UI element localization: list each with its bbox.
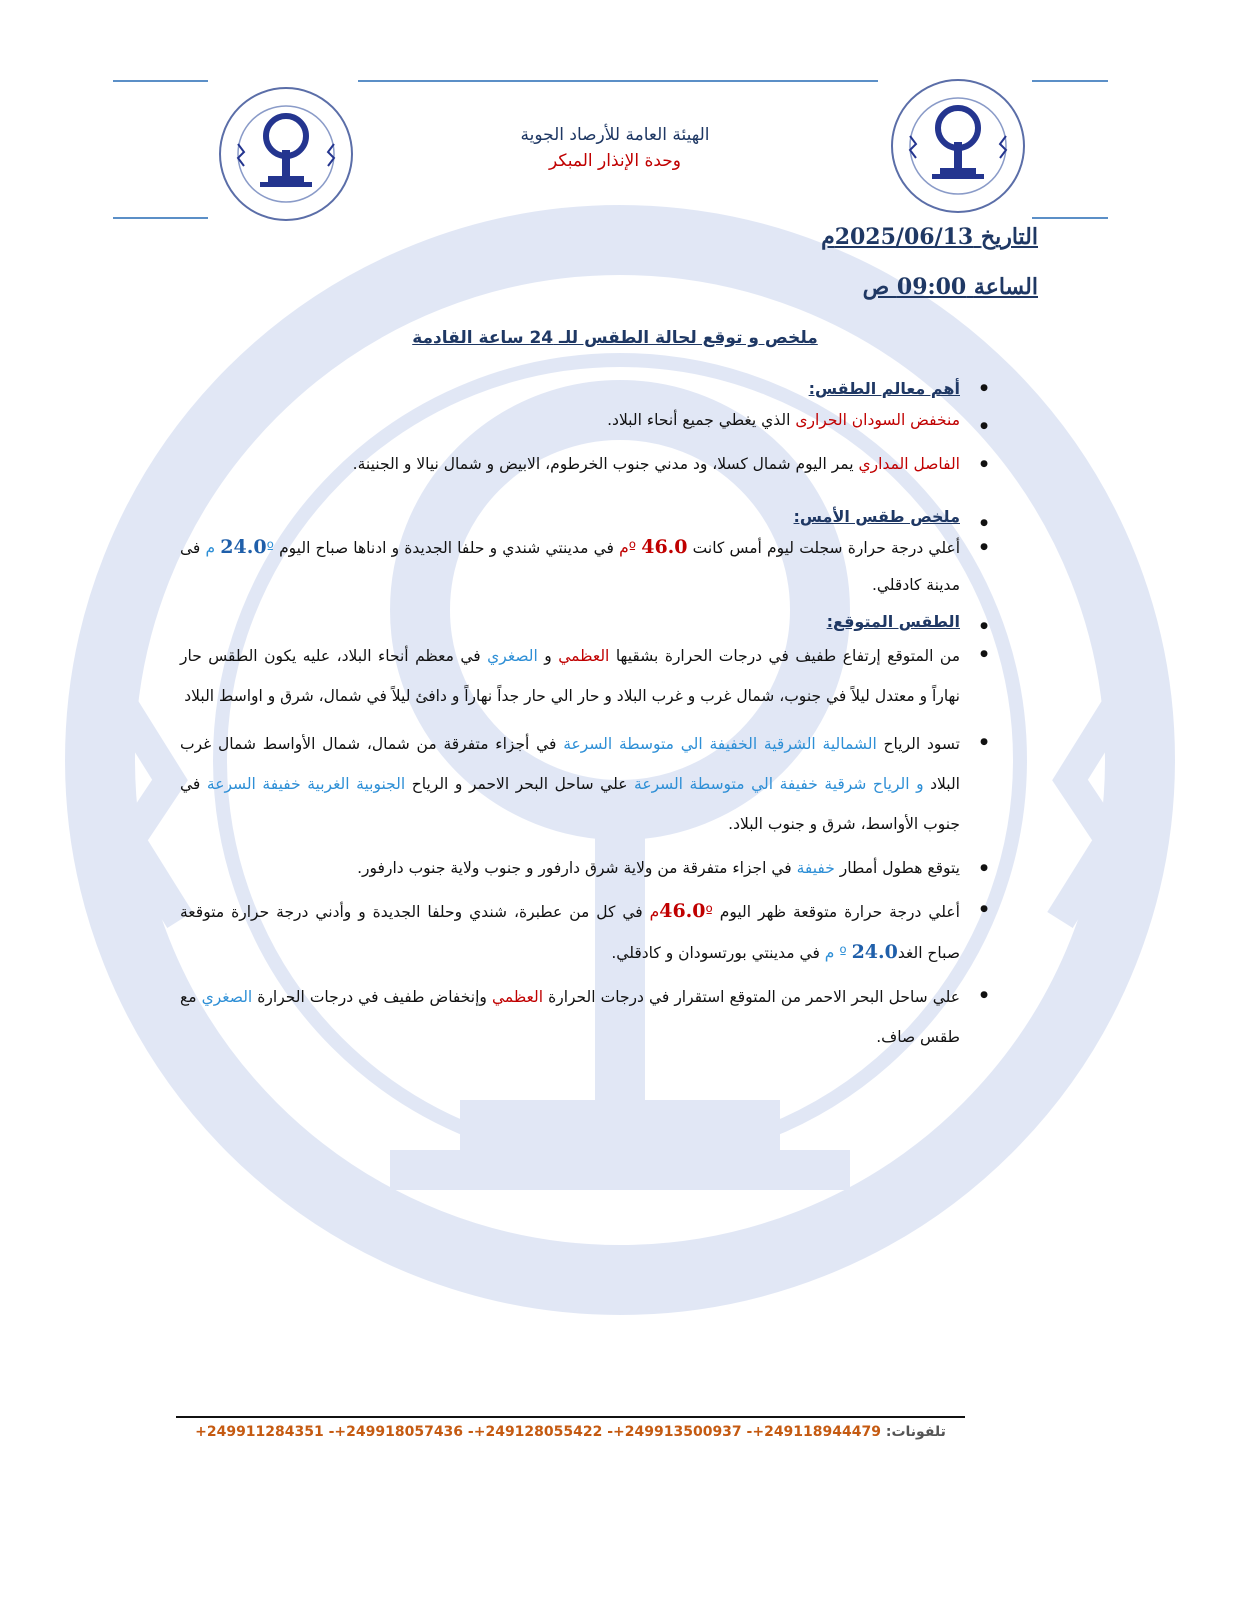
report-date: [821, 224, 1038, 250]
section-heading-weather-features: أهم معالم الطقس: ●: [180, 370, 960, 408]
report-time: [863, 274, 1038, 300]
list-item: أعلي درجة حرارة متوقعة ظهر اليوم 46.0ºم في كل من عطبرة، شندي وحلفا الجديدة و وأدني درجة حرارة متوقعة صباح الغد24.0 º م في مدينتي بورتسودان و كادقلي. ●: [180, 891, 960, 973]
header-line-left-bottom: [113, 217, 208, 219]
list-item: علي ساحل البحر الاحمر من المتوقع استقرار في درجات الحرارة العظمي وإنخفاض طفيف في درجات الحرارة الصغري مع طقس صاف. ●: [180, 977, 960, 1057]
time-label: الساعة: [973, 274, 1038, 300]
forecast-max-temp: 46.0: [659, 900, 706, 922]
header-line-right-bottom: [1032, 217, 1108, 219]
authority-logo-right: [888, 76, 1028, 216]
report-title: ملخص و توقع لحالة الطقس للـ 24 ساعة القادمة: [412, 328, 818, 348]
list-item: منخفض السودان الحرارى الذي يغطي جميع أنحاء البلاد. ●: [180, 408, 960, 432]
yesterday-max-temp: 46.0: [641, 536, 688, 558]
time-value: 09:00 ص: [862, 274, 967, 300]
list-item: أعلي درجة حرارة سجلت ليوم أمس كانت 46.0 ºم في مدينتي شندي و حلفا الجديدة و ادناها صباح اليوم 24.0º م فى مدينة كادقلي. ●: [180, 529, 960, 604]
section-heading-forecast: الطقس المتوقع: ●: [180, 608, 960, 636]
authority-logo-left: [216, 84, 356, 224]
list-item: يتوقع هطول أمطار خفيفة في اجزاء متفرقة من ولاية شرق دارفور و جنوب ولاية جنوب دارفور. ●: [180, 850, 960, 887]
footer-phones: [176, 1424, 965, 1440]
date-value: 2025/06/13م: [821, 224, 974, 250]
organization-header: [470, 122, 760, 174]
header-line-center-top: [358, 80, 878, 82]
report-body: [180, 370, 960, 1057]
section-heading-yesterday: ملخص طقس الأمس: ●: [180, 505, 960, 529]
yesterday-min-temp: 24.0: [220, 536, 267, 558]
phone-numbers: +249911284351 -+249918057436 -+249128055422 -+249913500937 -+249118944479: [195, 1424, 881, 1440]
phones-label: تلفونات:: [885, 1424, 946, 1440]
list-item: الفاصل المداري يمر اليوم شمال كسلا، ود مدني جنوب الخرطوم، الابيض و شمال نيالا و الجنينة. ●: [180, 446, 960, 483]
unit-name: وحدة الإنذار المبكر: [549, 151, 681, 171]
header-line-left-top: [113, 80, 208, 82]
footer-divider: [176, 1416, 965, 1418]
organization-name: الهيئة العامة للأرصاد الجوية: [520, 125, 710, 145]
forecast-min-temp: 24.0: [851, 941, 898, 963]
date-label: التاريخ: [980, 224, 1038, 250]
header-line-right-top: [1032, 80, 1108, 82]
list-item: تسود الرياح الشمالية الشرقية الخفيفة الي متوسطة السرعة في أجزاء متفرقة من شمال، شمال الأواسط شمال غرب البلاد و الرياح شرقية خفيفة الي متوسطة السرعة علي ساحل البحر الاحمر و الرياح الجنوبية الغربية خفيفة السرعة في جنوب الأواسط، شرق و جنوب البلاد. ●: [180, 724, 960, 844]
list-item: من المتوقع إرتفاع طفيف في درجات الحرارة بشقيها العظمي و الصغري في معظم أنحاء البلاد، عليه يكون الطقس حار نهاراً و معتدل ليلاً في جنوب، شمال غرب و غرب البلاد و حار الي حار جداً نهاراً و دافئ ليلاً في شمال، شرق و اواسط البلاد ●: [180, 636, 960, 716]
